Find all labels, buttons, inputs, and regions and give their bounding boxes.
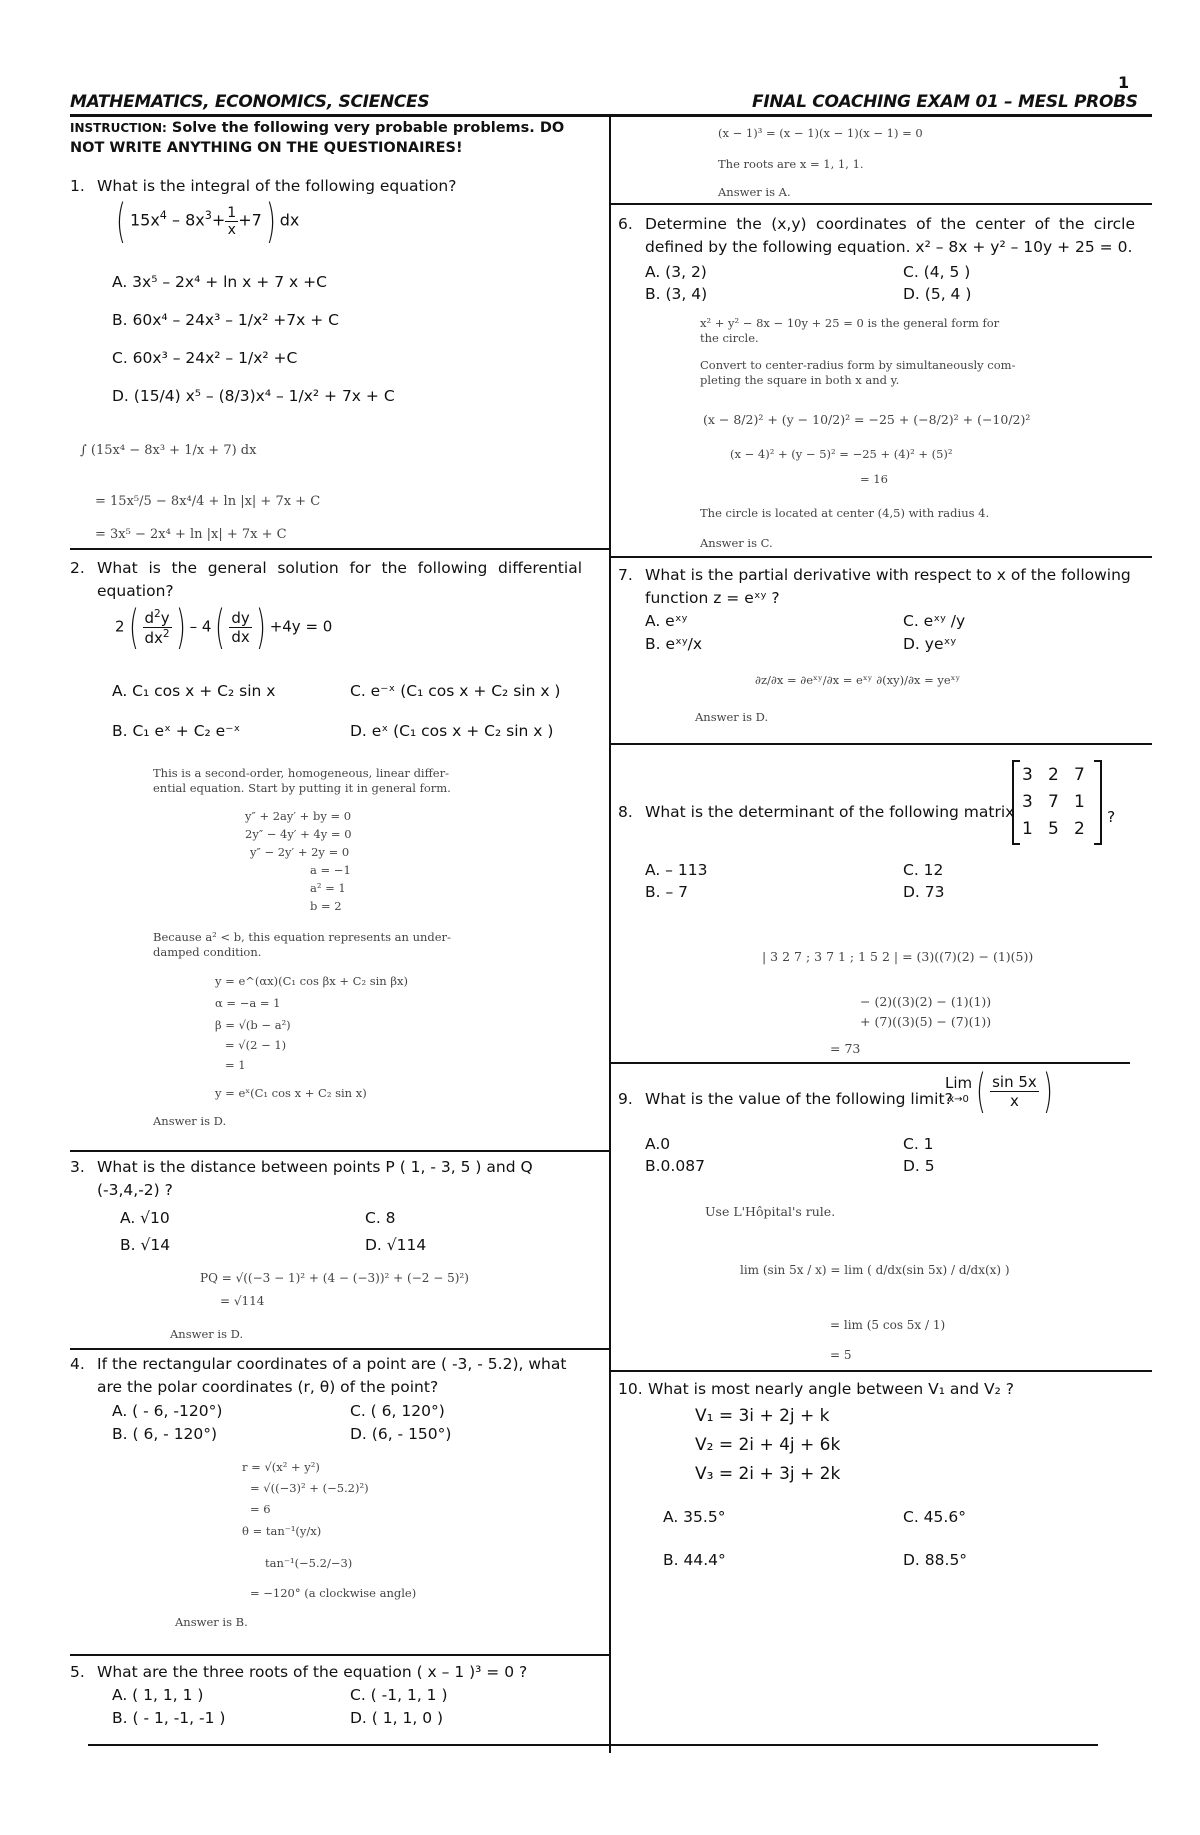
q5-solution-line: (x − 1)³ = (x − 1)(x − 1)(x − 1) = 0	[718, 126, 923, 140]
q2-solution-line: ential equation. Start by putting it in general form.	[153, 781, 451, 795]
q3-solution-answer: Answer is D.	[170, 1327, 244, 1341]
q2-solution-line: y″ − 2y′ + 2y = 0	[250, 845, 350, 859]
q6-divider	[610, 556, 1152, 558]
q8-text: What is the determinant of the following matrix	[645, 803, 1015, 821]
q6-solution-line: the circle.	[700, 331, 759, 345]
q3-option-a: A. √10	[120, 1209, 170, 1227]
q4-option-d: D. (6, - 150°)	[350, 1425, 452, 1443]
q4-solution-answer: Answer is B.	[175, 1615, 248, 1629]
q2-solution-answer: Answer is D.	[153, 1114, 227, 1128]
q7-option-c: C. eˣʸ /y	[903, 612, 966, 630]
q3-option-c: C. 8	[365, 1209, 396, 1227]
q8-option-a: A. – 113	[645, 861, 708, 879]
q10-option-d: D. 88.5°	[903, 1551, 968, 1569]
q5-solution-line: The roots are x = 1, 1, 1.	[718, 157, 864, 171]
q7-option-d: D. yeˣʸ	[903, 635, 957, 653]
q9-option-d: D. 5	[903, 1157, 935, 1175]
q9-number: 9.	[618, 1090, 633, 1108]
q3-solution-line: PQ = √((−3 − 1)² + (4 − (−3))² + (−2 − 5)²)	[200, 1271, 469, 1285]
q2-option-c: C. e⁻ˣ (C₁ cos x + C₂ sin x )	[350, 682, 561, 700]
q8-option-b: B. – 7	[645, 883, 689, 901]
column-divider	[609, 116, 611, 1753]
q10-text: What is most nearly angle between V₁ and V₂ ?	[648, 1380, 1014, 1398]
q6-solution-line: (x − 8/2)² + (y − 10/2)² = −25 + (−8/2)² + (−10/2)²	[703, 412, 1031, 427]
q8-option-d: D. 73	[903, 883, 945, 901]
q6-solution-line: (x − 4)² + (y − 5)² = −25 + (4)² + (5)²	[730, 447, 953, 461]
q4-divider	[70, 1654, 610, 1656]
q2-solution-line: = √(2 − 1)	[225, 1038, 287, 1052]
q6-text: Determine the (x,y) coordinates of the center of the circle defined by the following equation. x² – 8x + y² – 10y + 25 = 0.	[645, 215, 1135, 256]
q7-option-a: A. eˣʸ	[645, 612, 688, 630]
q4-solution-line: tan⁻¹(−5.2/−3)	[265, 1556, 353, 1570]
q6-solution-line: Convert to center-radius form by simultaneously com-	[700, 358, 1016, 372]
q2-solution-line: = 1	[225, 1058, 246, 1072]
header-left: MATHEMATICS, ECONOMICS, SCIENCES	[70, 92, 430, 112]
q2-solution-line: y = eˣ(C₁ cos x + C₂ sin x)	[215, 1086, 367, 1100]
q2-solution-line: b = 2	[310, 899, 342, 913]
q2-solution-line: y″ + 2ay′ + by = 0	[245, 809, 352, 823]
q4-option-c: C. ( 6, 120°)	[350, 1402, 445, 1420]
matrix-left-bracket	[1012, 760, 1020, 845]
q2-option-b: B. C₁ eˣ + C₂ e⁻ˣ	[112, 722, 241, 740]
q8-solution-line: + (7)((3)(5) − (7)(1))	[860, 1014, 992, 1029]
q2-solution-line: a² = 1	[310, 881, 346, 895]
q4-option-a: A. ( - 6, -120°)	[112, 1402, 223, 1420]
q2-solution-line: β = √(b − a²)	[215, 1018, 291, 1032]
matrix-cell: 2	[1074, 819, 1085, 839]
q10-vector-v2: V₂ = 2i + 4j + 6k	[695, 1435, 841, 1455]
q8-option-c: C. 12	[903, 861, 944, 879]
q6-option-a: A. (3, 2)	[645, 263, 707, 281]
q3-divider	[70, 1348, 610, 1350]
q1-divider	[70, 548, 610, 550]
q9-solution-line: lim (sin 5x / x) = lim ( d/dx(sin 5x) / d/dx(x) )	[740, 1263, 1010, 1277]
q3-option-d: D. √114	[365, 1236, 427, 1254]
q8-solution-line: = 73	[830, 1041, 861, 1056]
q8-solution-line: − (2)((3)(2) − (1)(1))	[860, 994, 992, 1009]
q10-vector-v1: V₁ = 3i + 2j + k	[695, 1406, 830, 1426]
q2-solution-line: y = e^(αx)(C₁ cos βx + C₂ sin βx)	[215, 974, 408, 988]
q9-limit-expression: Lim x→0 ( $\frac{\sin 5x}{x}$ )	[945, 1064, 1053, 1118]
q4-solution-line: = √((−3)² + (−5.2)²)	[250, 1481, 369, 1495]
instruction-label: INSTRUCTION:	[70, 121, 167, 135]
q7-number: 7.	[618, 566, 633, 584]
q5-option-c: C. ( -1, 1, 1 )	[350, 1686, 448, 1704]
q7-divider	[610, 743, 1152, 745]
q6-option-b: B. (3, 4)	[645, 285, 708, 303]
q2-solution-line: damped condition.	[153, 945, 262, 959]
q4-solution-line: = −120° (a clockwise angle)	[250, 1586, 417, 1600]
q6-solution-answer: Answer is C.	[700, 536, 773, 550]
q9-option-c: C. 1	[903, 1135, 934, 1153]
q1-solution-line: ∫ (15x⁴ − 8x³ + 1/x + 7) dx	[80, 443, 257, 458]
q2-solution-line: 2y″ − 4y′ + 4y = 0	[245, 827, 352, 841]
q5-text: What are the three roots of the equation ( x – 1 )³ = 0 ?	[97, 1663, 528, 1681]
q5-option-b: B. ( - 1, -1, -1 )	[112, 1709, 226, 1727]
instruction-text: Solve the following very probable problems. DO NOT WRITE ANYTHING ON THE QUESTIONAIRES!	[70, 120, 565, 156]
matrix-right-bracket	[1094, 760, 1102, 845]
q6-option-d: D. (5, 4 )	[903, 285, 972, 303]
q7-option-b: B. eˣʸ/x	[645, 635, 703, 653]
q9-option-a: A.0	[645, 1135, 671, 1153]
q2-option-d: D. eˣ (C₁ cos x + C₂ sin x )	[350, 722, 554, 740]
q2-solution-line: α = −a = 1	[215, 996, 281, 1010]
q10-option-c: C. 45.6°	[903, 1508, 966, 1526]
matrix-cell: 7	[1048, 792, 1059, 812]
q6-solution-line: pleting the square in both x and y.	[700, 373, 900, 387]
q10-vector-v3: V₃ = 2i + 3j + 2k	[695, 1464, 841, 1484]
header-rule	[70, 114, 1152, 117]
q1-option-c: C. 60x³ – 24x² – 1/x² +C	[112, 349, 298, 367]
matrix-cell: 1	[1022, 819, 1033, 839]
q5-number: 5.	[70, 1663, 85, 1681]
q4-solution-line: r = √(x² + y²)	[242, 1460, 320, 1474]
q1-integrand: ( $15x^4 - 8x^3+$ $\frac{1}{x}$ +7) dx	[116, 194, 300, 248]
q4-solution-line: θ = tan⁻¹(y/x)	[242, 1524, 322, 1538]
q7-text: What is the partial derivative with respect to x of the following function z = eˣʸ ?	[645, 566, 1131, 607]
page-bottom-rule	[88, 1744, 1098, 1746]
q2-solution-line: a = −1	[310, 863, 351, 877]
q2-solution-line: Because a² < b, this equation represents an under-	[153, 930, 451, 944]
q3-number: 3.	[70, 1158, 85, 1176]
q4-solution-line: = 6	[250, 1502, 271, 1516]
matrix-cell: 1	[1074, 792, 1085, 812]
q6-solution-line: The circle is located at center (4,5) with radius 4.	[700, 506, 990, 520]
q1-number: 1.	[70, 177, 85, 195]
q7-solution-line: ∂z/∂x = ∂eˣʸ/∂x = eˣʸ ∂(xy)/∂x = yeˣʸ	[755, 673, 961, 687]
q6-number: 6.	[618, 215, 633, 233]
q4-option-b: B. ( 6, - 120°)	[112, 1425, 218, 1443]
q9-option-b: B.0.087	[645, 1157, 705, 1175]
q7-solution-answer: Answer is D.	[695, 710, 769, 724]
q8-solution-line: | 3 2 7 ; 3 7 1 ; 1 5 2 | = (3)((7)(2) − (1)(5))	[762, 949, 1034, 964]
q1-option-a: A. 3x⁵ – 2x⁴ + ln x + 7 x +C	[112, 273, 327, 291]
instruction	[70, 118, 600, 158]
q3-text: What is the distance between points P ( 1, - 3, 5 ) and Q (-3,4,-2) ?	[97, 1158, 533, 1199]
q1-option-b: B. 60x⁴ – 24x³ – 1/x² +7x + C	[112, 311, 339, 329]
q10-option-b: B. 44.4°	[663, 1551, 726, 1569]
q8-question-mark: ?	[1107, 808, 1116, 826]
q9-solution-line: = 5	[830, 1348, 852, 1362]
q2-text: What is the general solution for the following differential equation?	[97, 559, 582, 600]
q8-number: 8.	[618, 803, 633, 821]
q3-option-b: B. √14	[120, 1236, 171, 1254]
q5-option-d: D. ( 1, 1, 0 )	[350, 1709, 444, 1727]
q1-solution-line: = 3x⁵ − 2x⁴ + ln |x| + 7x + C	[95, 527, 287, 542]
q2-equation: 2( $\frac{d^2y}{dx^2}$ ) – 4( $\frac{dy}{dx}$ ) +4y = 0	[115, 600, 333, 654]
matrix-cell: 3	[1022, 765, 1033, 785]
q5-option-a: A. ( 1, 1, 1 )	[112, 1686, 204, 1704]
matrix-cell: 2	[1048, 765, 1059, 785]
q10-number: 10.	[618, 1380, 643, 1398]
q9-solution-line: Use L'Hôpital's rule.	[705, 1204, 836, 1219]
header-right: FINAL COACHING EXAM 01 – MESL PROBS	[752, 92, 1138, 112]
page-number: 1	[1118, 73, 1130, 92]
q9-solution-line: = lim (5 cos 5x / 1)	[830, 1318, 946, 1332]
matrix-cell: 3	[1022, 792, 1033, 812]
q5-divider	[610, 203, 1152, 205]
q1-solution-line: = 15x⁵/5 − 8x⁴/4 + ln |x| + 7x + C	[95, 494, 321, 509]
q1-text: What is the integral of the following equation?	[97, 177, 457, 195]
q4-number: 4.	[70, 1355, 85, 1373]
matrix-cell: 5	[1048, 819, 1059, 839]
q6-option-c: C. (4, 5 )	[903, 263, 971, 281]
q2-option-a: A. C₁ cos x + C₂ sin x	[112, 682, 276, 700]
q9-divider	[610, 1370, 1152, 1372]
matrix-cell: 7	[1074, 765, 1085, 785]
q1-option-d: D. (15/4) x⁵ – (8/3)x⁴ – 1/x² + 7x + C	[112, 387, 395, 405]
q6-solution-line: x² + y² − 8x − 10y + 25 = 0 is the general form for	[700, 316, 1000, 330]
q6-solution-line: = 16	[860, 472, 888, 486]
q9-text: What is the value of the following limit?	[645, 1090, 953, 1108]
q2-divider	[70, 1150, 610, 1152]
q5-solution-answer: Answer is A.	[718, 185, 791, 199]
q3-solution-line: = √114	[220, 1294, 265, 1308]
q2-number: 2.	[70, 559, 85, 577]
q10-option-a: A. 35.5°	[663, 1508, 726, 1526]
q4-text: If the rectangular coordinates of a point are ( -3, - 5.2), what are the polar coordinates (r, θ) of the point?	[97, 1355, 567, 1396]
q2-solution-line: This is a second-order, homogeneous, linear differ-	[153, 766, 449, 780]
